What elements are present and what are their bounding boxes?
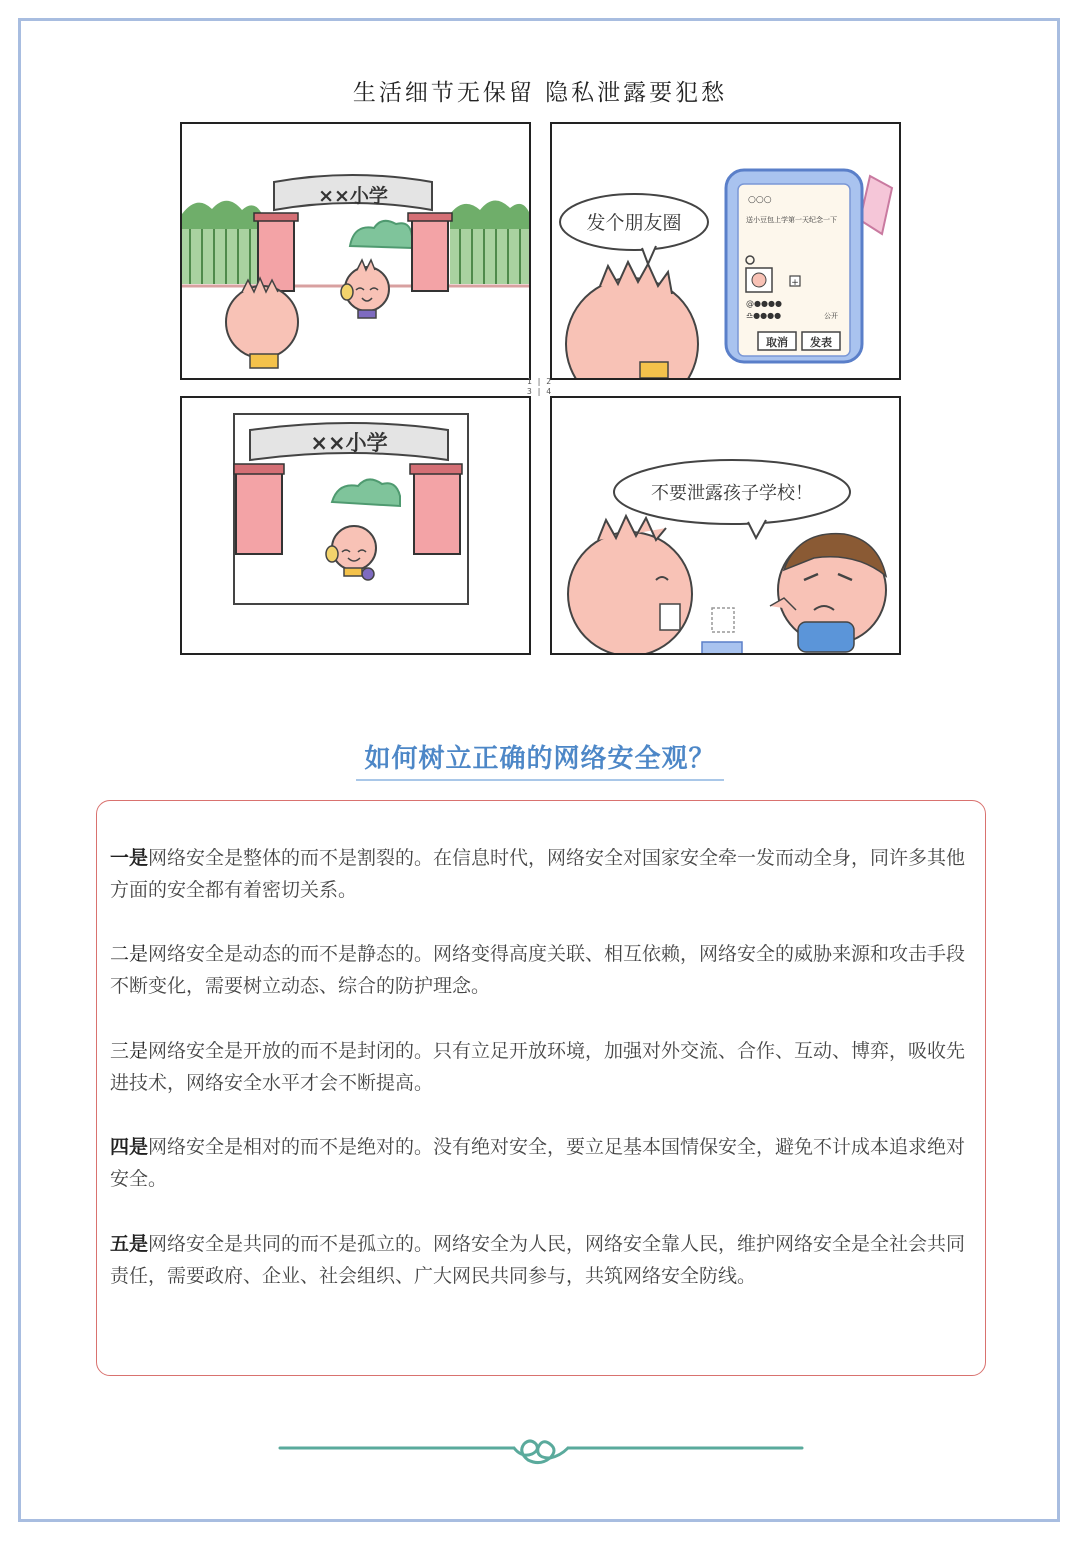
- speech-text: 不要泄露孩子学校！: [651, 483, 813, 504]
- phone-post-text: 送小豆包上学第一天纪念一下: [746, 216, 837, 224]
- section-title-underline: [356, 779, 724, 781]
- comic-panel-2: [550, 122, 901, 380]
- comic-panel-4: [550, 396, 901, 655]
- panel-order-marker: 1 | 2 3 | 4: [526, 377, 552, 396]
- svg-text:@●●●●: @●●●●: [746, 299, 782, 308]
- parent-figure: [566, 262, 698, 378]
- svg-text:公开: 公开: [824, 312, 838, 320]
- principle-lead: 五是: [110, 1233, 149, 1255]
- comic-panel-3: [180, 396, 531, 655]
- friend-figure: [770, 534, 886, 652]
- svg-text:○○○: ○○○: [748, 195, 772, 205]
- section-title: 如何树立正确的网络安全观？: [364, 744, 716, 774]
- child-figure: [341, 260, 389, 318]
- svg-text:取消: 取消: [766, 336, 788, 349]
- principle-lead: 三是: [110, 1040, 149, 1062]
- principle-2: [110, 938, 976, 1002]
- principle-4: [110, 1131, 976, 1195]
- principle-lead: 二是: [110, 943, 149, 965]
- principle-5: [110, 1228, 976, 1292]
- comic-title: 生活细节无保留 隐私泄露要犯愁: [352, 80, 728, 106]
- comic-panel-1: [180, 122, 531, 380]
- gate-pillar-right: [412, 219, 448, 291]
- gate-pillar-left: [258, 219, 294, 291]
- speech-text: 发个朋友圈: [586, 212, 682, 234]
- gate-sign-text: ××小学: [318, 185, 388, 207]
- gate-sign-text: ××小学: [310, 431, 388, 455]
- principle-text: 网络安全是整体的而不是割裂的。在信息时代，网络安全对国家安全牵一发而动全身，同许多其他方面的安全都有着密切关系。: [110, 847, 966, 901]
- speech-bubble: [560, 194, 708, 264]
- fence-left: [182, 201, 262, 284]
- fence-right: [450, 200, 529, 284]
- decorative-divider: [278, 1428, 804, 1468]
- principle-text: 网络安全是动态的而不是静态的。网络变得高度关联、相互依赖，网络安全的威胁来源和攻击手段不断变化，需要树立动态、综合的防护理念。: [110, 943, 966, 997]
- principle-3: [110, 1035, 976, 1099]
- principle-text: 网络安全是共同的而不是孤立的。网络安全为人民，网络安全靠人民，维护网络安全是全社会共同责任，需要政府、企业、社会组织、广大网民共同参与，共筑网络安全防线。: [110, 1233, 966, 1287]
- principle-1: [110, 842, 976, 906]
- svg-text:+: +: [791, 278, 799, 288]
- principle-lead: 四是: [110, 1136, 149, 1158]
- phone: [726, 170, 862, 362]
- principle-lead: 一是: [110, 847, 149, 869]
- svg-text:发表: 发表: [810, 336, 832, 349]
- principle-text: 网络安全是相对的而不是绝对的。没有绝对安全，要立足基本国情保安全，避免不计成本追求绝对安全。: [110, 1136, 966, 1190]
- principle-text: 网络安全是开放的而不是封闭的。只有立足开放环境，加强对外交流、合作、互动、博弈，吸收先进技术，网络安全水平才会不断提高。: [110, 1040, 966, 1094]
- parent-figure: [568, 516, 742, 653]
- svg-text:♎●●●●: ♎●●●●: [746, 311, 782, 320]
